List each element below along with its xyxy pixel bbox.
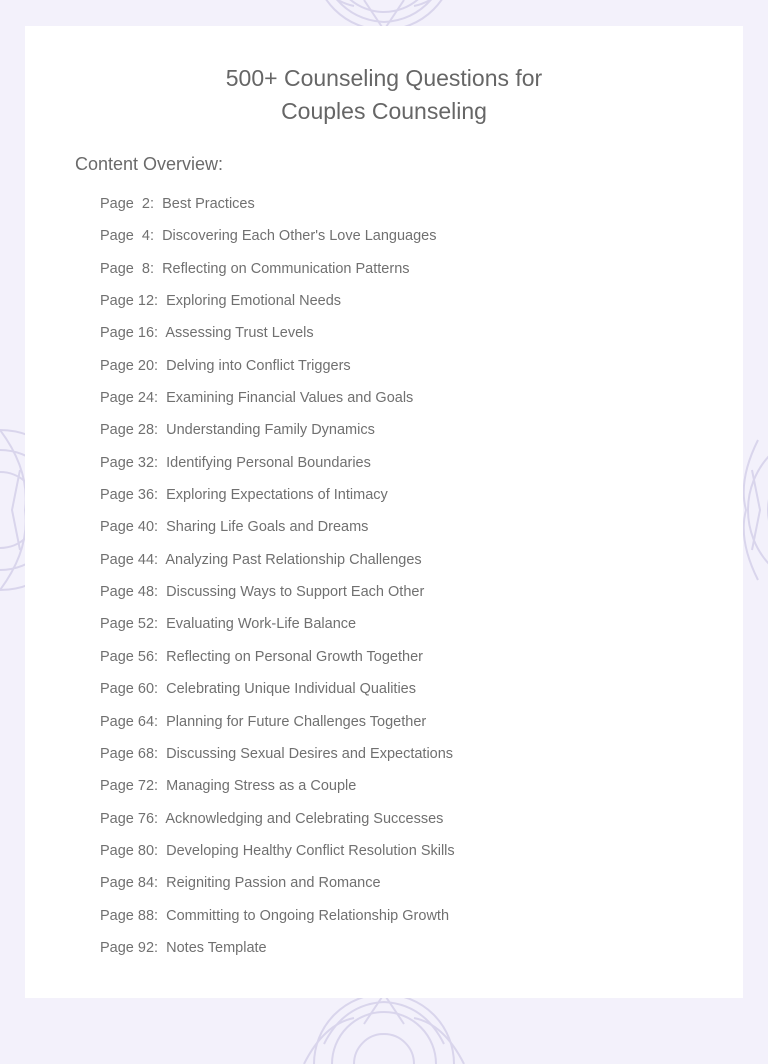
title-line-1: 500+ Counseling Questions for xyxy=(225,65,543,91)
toc-topic: Sharing Life Goals and Dreams xyxy=(166,519,369,536)
toc-topic: Discussing Ways to Support Each Other xyxy=(166,584,425,601)
toc-item xyxy=(100,386,455,418)
toc-item xyxy=(100,677,455,709)
toc-topic: Examining Financial Values and Goals xyxy=(166,390,414,407)
toc-page-number: Page 24: xyxy=(100,390,159,407)
toc-topic: Identifying Personal Boundaries xyxy=(166,454,371,471)
toc-page-number: Page 32: xyxy=(100,454,159,471)
toc-page-number: Page 28: xyxy=(100,422,159,439)
toc-topic: Understanding Family Dynamics xyxy=(166,422,375,439)
toc-item xyxy=(100,645,455,677)
toc-item xyxy=(100,321,455,353)
toc-topic: Exploring Emotional Needs xyxy=(166,293,342,310)
overview-heading: Content Overview: xyxy=(75,154,224,174)
toc-topic: Discovering Each Other's Love Languages xyxy=(162,228,437,245)
toc-topic: Best Practices xyxy=(162,196,255,212)
toc-page-number: Page 40: xyxy=(100,519,159,536)
toc-item xyxy=(100,354,455,386)
toc-item xyxy=(100,839,455,871)
toc-topic: Managing Stress as a Couple xyxy=(166,778,357,795)
toc-item xyxy=(100,483,455,515)
toc-item xyxy=(100,612,455,644)
toc-page-number: Page 44: xyxy=(100,551,159,568)
toc-topic: Celebrating Unique Individual Qualities xyxy=(166,681,416,698)
toc-topic: Analyzing Past Relationship Challenges xyxy=(165,551,422,568)
toc-page-number: Page 20: xyxy=(100,357,159,374)
toc-item xyxy=(100,710,455,742)
toc-item xyxy=(100,289,455,321)
toc-topic: Developing Healthy Conflict Resolution Skills xyxy=(166,842,455,859)
toc-item xyxy=(100,774,455,806)
toc-page-number: Page 80: xyxy=(100,842,159,859)
toc-page-number: Page 88: xyxy=(100,907,159,924)
toc-page-number: Page 84: xyxy=(100,875,159,892)
document-title xyxy=(25,62,743,128)
table-of-contents xyxy=(100,192,455,968)
toc-item xyxy=(100,580,455,612)
toc-page-number: Page 12: xyxy=(100,293,159,310)
toc-page-number: Page 68: xyxy=(100,745,159,762)
toc-page-number: Page 8: xyxy=(100,260,155,277)
toc-topic: Evaluating Work-Life Balance xyxy=(166,616,357,633)
toc-topic: Reflecting on Personal Growth Together xyxy=(166,648,423,665)
toc-item xyxy=(100,418,455,450)
toc-page-number: Page 56: xyxy=(100,648,159,665)
toc-item xyxy=(100,451,455,483)
toc-topic: Reigniting Passion and Romance xyxy=(166,875,381,892)
toc-page-number: Page 92: xyxy=(100,939,159,956)
toc-item xyxy=(100,742,455,774)
toc-page-number: Page 60: xyxy=(100,681,159,698)
toc-page-number: Page 72: xyxy=(100,778,159,795)
toc-topic: Reflecting on Communication Patterns xyxy=(162,260,410,277)
toc-page-number: Page 76: xyxy=(100,810,159,827)
toc-topic: Exploring Expectations of Intimacy xyxy=(166,487,388,504)
toc-page-number: Page 2: xyxy=(100,196,155,212)
toc-item xyxy=(100,192,455,224)
toc-item xyxy=(100,224,455,256)
toc-page-number: Page 16: xyxy=(100,325,159,342)
toc-item xyxy=(100,807,455,839)
toc-item xyxy=(100,257,455,289)
toc-topic: Assessing Trust Levels xyxy=(165,325,314,342)
toc-page-number: Page 52: xyxy=(100,616,159,633)
toc-topic: Planning for Future Challenges Together xyxy=(166,713,427,730)
toc-page-number: Page 36: xyxy=(100,487,159,504)
toc-topic: Delving into Conflict Triggers xyxy=(166,357,351,374)
toc-topic: Discussing Sexual Desires and Expectations xyxy=(166,745,454,762)
toc-item xyxy=(100,904,455,936)
toc-item xyxy=(100,871,455,903)
toc-item xyxy=(100,936,455,968)
title-line-2: Couples Counseling xyxy=(281,98,487,124)
toc-item xyxy=(100,515,455,547)
toc-page-number: Page 4: xyxy=(100,228,155,245)
toc-topic: Acknowledging and Celebrating Successes xyxy=(165,810,444,827)
toc-item xyxy=(100,548,455,580)
toc-topic: Committing to Ongoing Relationship Growth xyxy=(166,907,450,924)
toc-page-number: Page 48: xyxy=(100,584,159,601)
document-page xyxy=(25,26,743,998)
toc-topic: Notes Template xyxy=(166,939,267,956)
toc-page-number: Page 64: xyxy=(100,713,159,730)
